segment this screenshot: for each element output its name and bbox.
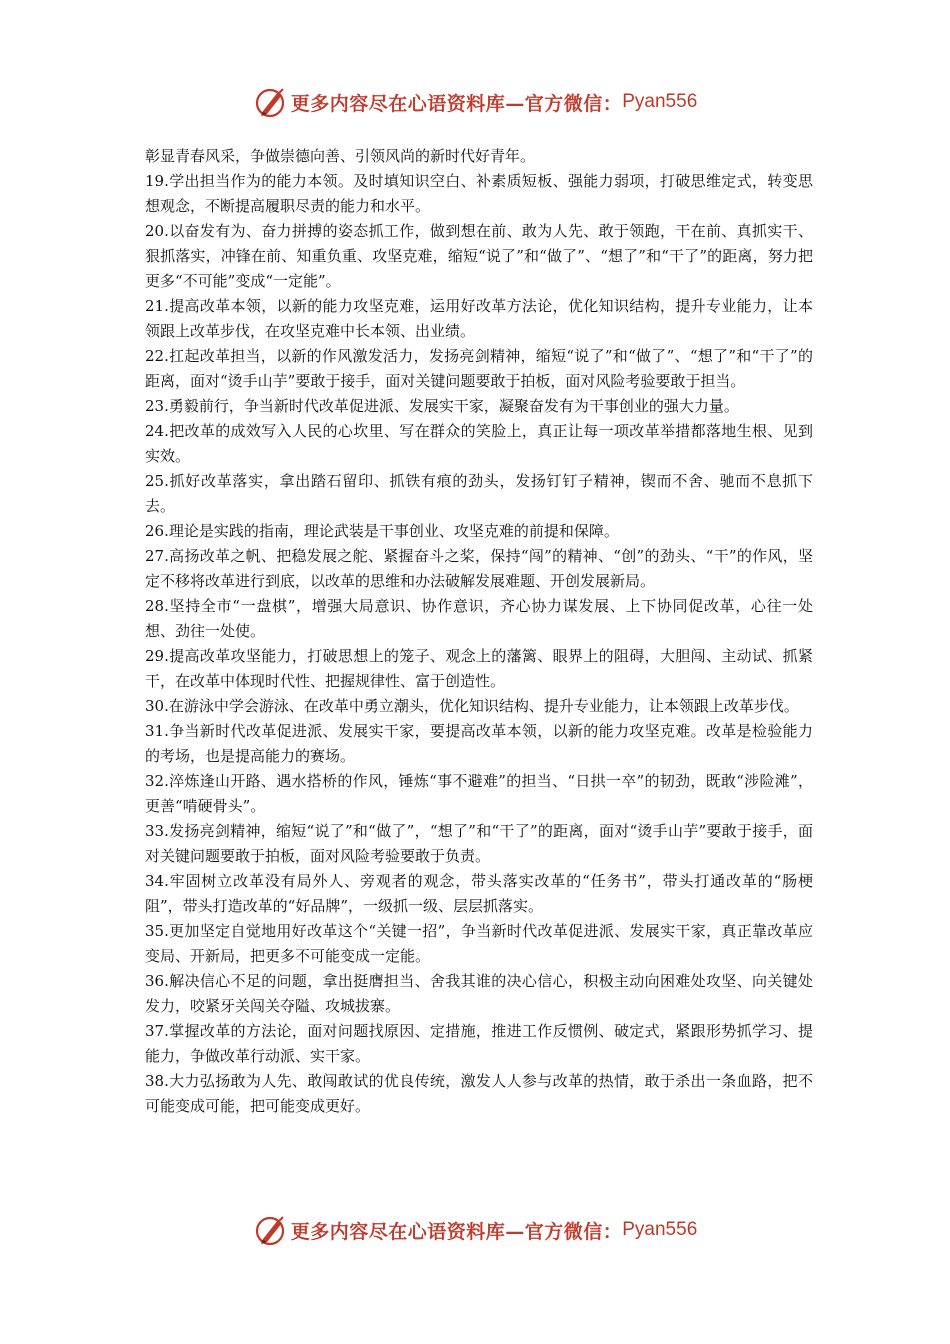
list-item: 19.学出担当作为的能力本领。及时填知识空白、补素质短板、强能力弱项，打破思维定式，转变思想观念，不断提高履职尽责的能力和水平。 — [145, 172, 813, 215]
list-item: 31.争当新时代改革促进派、发展实干家，要提高改革本领，以新的能力攻坚克难。改革是检验能力的考场，也是提高能力的赛场。 — [145, 722, 813, 765]
footer-wechat-id: Pyan556 — [622, 1219, 698, 1240]
list-item: 29.提高改革攻坚能力，打破思想上的笼子、观念上的藩篱、眼界上的阻碍，大胆闯、主动试、抓紧干，在改革中体现时代性、把握规律性、富于创造性。 — [145, 647, 813, 690]
list-item: 24.把改革的成效写入人民的心坎里、写在群众的笑脸上，真正让每一项改革举措都落地生根、见到实效。 — [145, 422, 813, 465]
list-item: 25.抓好改革落实，拿出踏石留印、抓铁有痕的劲头，发扬钉钉子精神，锲而不舍、驰而不息抓下去。 — [145, 472, 813, 515]
list-item: 33.发扬亮剑精神，缩短“说了”和“做了”，“想了”和“干了”的距离，面对“烫手山芋”要敢于接手，面对关键问题要敢于拍板，面对风险考验要敢于负责。 — [145, 822, 813, 865]
list-item: 21.提高改革本领，以新的能力攻坚克难，运用好改革方法论，优化知识结构，提升专业能力，让本领跟上改革步伐，在攻坚克难中长本领、出业绩。 — [145, 297, 813, 340]
pen-logo-icon — [253, 1212, 289, 1248]
list-item: 37.掌握改革的方法论，面对问题找原因、定措施，推进工作反惯例、破定式，紧跟形势抓学习、提能力，争做改革行动派、实干家。 — [145, 1022, 813, 1065]
header-banner — [0, 82, 950, 122]
list-item: 28.坚持全市“一盘棋”，增强大局意识、协作意识，齐心协力谋发展、上下协同促改革，心往一处想、劲往一处使。 — [145, 597, 813, 640]
list-item: 36.解决信心不足的问题，拿出挺膺担当、舍我其谁的决心信心，积极主动向困难处攻坚、向关键处发力，咬紧牙关闯关夺隘、攻城拔寨。 — [145, 972, 813, 1015]
header-wechat-id: Pyan556 — [622, 91, 698, 112]
list-item: 30.在游泳中学会游泳、在改革中勇立潮头，优化知识结构、提升专业能力，让本领跟上改革步伐。 — [145, 697, 799, 715]
footer-brand-text: 更多内容尽在心语资料库—官方微信： — [290, 1220, 623, 1243]
list-item: 38.大力弘扬敢为人先、敢闯敢试的优良传统，激发人人参与改革的热情，敢于杀出一条血路，把不可能变成可能，把可能变成更好。 — [145, 1072, 813, 1115]
header-brand-text: 更多内容尽在心语资料库—官方微信： — [290, 92, 623, 115]
list-item: 35.更加坚定自觉地用好改革这个“关键一招”，争当新时代改革促进派、发展实干家，真正靠改革应变局、开新局，把更多不可能变成一定能。 — [145, 922, 813, 965]
paragraph: 彰显青春风采，争做崇德向善、引领风尚的新时代好青年。 — [145, 147, 536, 165]
list-item: 34.牢固树立改革没有局外人、旁观者的观念，带头落实改革的“任务书”，带头打通改革的“肠梗阻”，带头打造改革的“好品牌”，一级抓一级、层层抓落实。 — [145, 872, 813, 915]
document-body — [145, 144, 813, 1119]
list-item: 23.勇毅前行，争当新时代改革促进派、发展实干家，凝聚奋发有为干事创业的强大力量。 — [145, 397, 739, 415]
list-item: 20.以奋发有为、奋力拼搏的姿态抓工作，做到想在前、敢为人先、敢于领跑，干在前、真抓实干、狠抓落实，冲锋在前、知重负重、攻坚克难，缩短“说了”和“做了”、“想了”和“干了”的距离，努力把更多“不可能”变成“一定能”。 — [145, 222, 813, 290]
list-item: 27.高扬改革之帆、把稳发展之舵、紧握奋斗之桨，保持“闯”的精神、“创”的劲头、“干”的作风，坚定不移将改革进行到底，以改革的思维和办法破解发展难题、开创发展新局。 — [145, 547, 813, 590]
list-item: 26.理论是实践的指南，理论武装是干事创业、攻坚克难的前提和保障。 — [145, 522, 619, 540]
footer-banner — [0, 1210, 950, 1250]
list-item: 22.扛起改革担当，以新的作风激发活力，发扬亮剑精神，缩短“说了”和“做了”、“想了”和“干了”的距离，面对“烫手山芋”要敢于接手，面对关键问题要敢于拍板，面对风险考验要敢于担当。 — [145, 347, 813, 390]
list-item: 32.淬炼逢山开路、遇水搭桥的作风，锤炼“事不避难”的担当、“日拱一卒”的韧劲，既敢“涉险滩”，更善“啃硬骨头”。 — [145, 772, 813, 815]
pen-logo-icon — [253, 84, 289, 120]
